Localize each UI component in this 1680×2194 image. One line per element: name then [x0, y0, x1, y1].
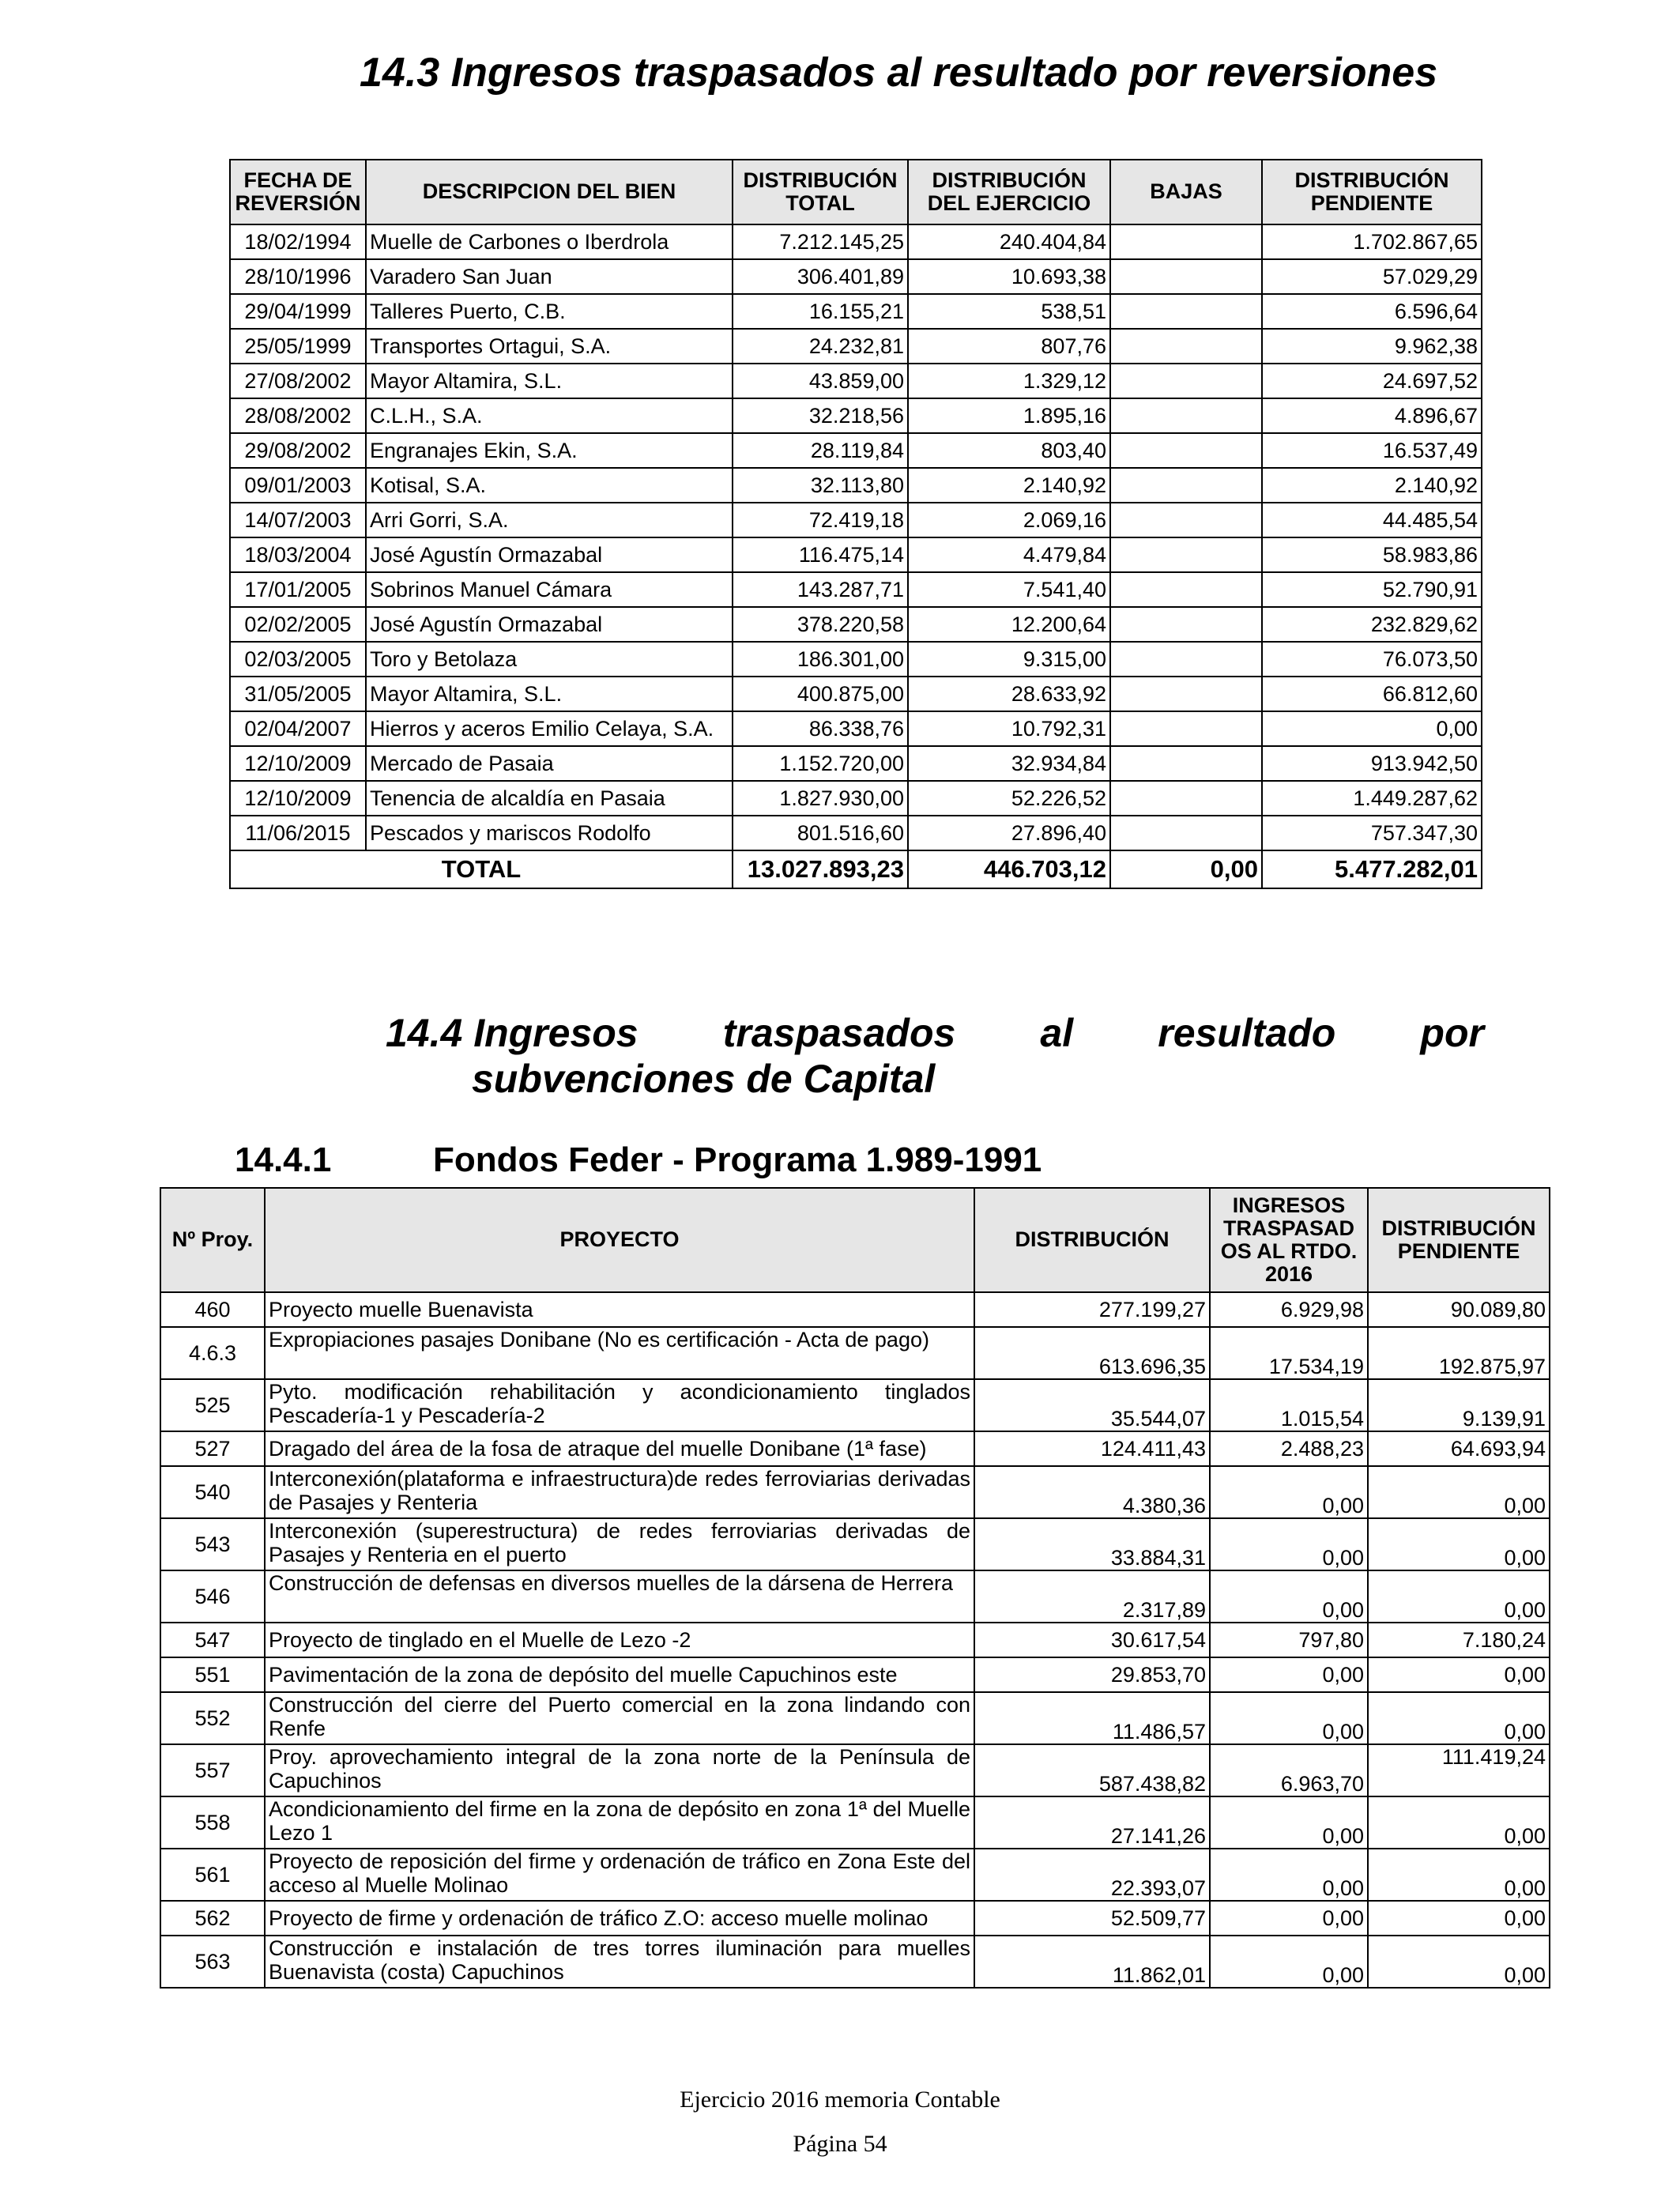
cell-distribucion: 613.696,35 — [974, 1327, 1210, 1379]
cell-ejercicio: 9.315,00 — [908, 642, 1110, 677]
cell-pendiente: 76.073,50 — [1262, 642, 1482, 677]
table-row — [160, 1936, 1550, 1988]
cell-total: 1.152.720,00 — [733, 746, 908, 781]
cell-descripcion: Talleres Puerto, C.B. — [366, 294, 733, 329]
table-row — [230, 642, 1482, 677]
cell-pendiente: 0,00 — [1368, 1466, 1550, 1518]
cell-distribucion: 124.411,43 — [974, 1431, 1210, 1466]
cell-fecha: 28/10/1996 — [230, 259, 366, 294]
cell-ingresos: 0,00 — [1210, 1901, 1368, 1936]
cell-descripcion: Mayor Altamira, S.L. — [366, 364, 733, 398]
cell-ingresos: 0,00 — [1210, 1849, 1368, 1901]
cell-descripcion: Transportes Ortagui, S.A. — [366, 329, 733, 364]
cell-num-proy: 4.6.3 — [160, 1327, 265, 1379]
feder-table — [160, 1187, 1550, 1989]
cell-ejercicio: 12.200,64 — [908, 607, 1110, 642]
total-pendiente: 5.477.282,01 — [1262, 850, 1482, 888]
cell-distribucion: 277.199,27 — [974, 1292, 1210, 1327]
cell-descripcion: José Agustín Ormazabal — [366, 537, 733, 572]
cell-bajas — [1110, 642, 1262, 677]
header-total: DISTRIBUCIÓN TOTAL — [733, 160, 908, 224]
cell-descripcion: Hierros y aceros Emilio Celaya, S.A. — [366, 711, 733, 746]
cell-bajas — [1110, 677, 1262, 711]
table-row — [230, 537, 1482, 572]
table-row — [230, 746, 1482, 781]
total-bajas: 0,00 — [1110, 850, 1262, 888]
cell-ingresos: 2.488,23 — [1210, 1431, 1368, 1466]
cell-total: 7.212.145,25 — [733, 224, 908, 259]
cell-total: 43.859,00 — [733, 364, 908, 398]
cell-ingresos: 0,00 — [1210, 1570, 1368, 1623]
cell-bajas — [1110, 433, 1262, 468]
cell-ejercicio: 807,76 — [908, 329, 1110, 364]
cell-bajas — [1110, 398, 1262, 433]
cell-pendiente: 111.419,24 — [1368, 1744, 1550, 1796]
cell-pendiente: 232.829,62 — [1262, 607, 1482, 642]
table-row — [230, 364, 1482, 398]
cell-fecha: 25/05/1999 — [230, 329, 366, 364]
cell-fecha: 11/06/2015 — [230, 816, 366, 850]
cell-descripcion: Toro y Betolaza — [366, 642, 733, 677]
cell-pendiente: 1.449.287,62 — [1262, 781, 1482, 816]
header-pendiente: DISTRIBUCIÓN PENDIENTE — [1262, 160, 1482, 224]
total-label: TOTAL — [230, 850, 733, 888]
cell-fecha: 28/08/2002 — [230, 398, 366, 433]
cell-fecha: 02/02/2005 — [230, 607, 366, 642]
cell-ingresos: 0,00 — [1210, 1518, 1368, 1570]
cell-num-proy: 543 — [160, 1518, 265, 1570]
cell-bajas — [1110, 572, 1262, 607]
title-word: resultado — [1158, 1011, 1336, 1055]
cell-pendiente: 0,00 — [1368, 1570, 1550, 1623]
table-row — [160, 1379, 1550, 1431]
table-row — [160, 1518, 1550, 1570]
cell-total: 32.113,80 — [733, 468, 908, 503]
cell-total: 116.475,14 — [733, 537, 908, 572]
cell-pendiente: 1.702.867,65 — [1262, 224, 1482, 259]
cell-total: 801.516,60 — [733, 816, 908, 850]
cell-distribucion: 4.380,36 — [974, 1466, 1210, 1518]
cell-bajas — [1110, 468, 1262, 503]
cell-total: 72.419,18 — [733, 503, 908, 537]
cell-num-proy: 558 — [160, 1796, 265, 1849]
cell-fecha: 02/03/2005 — [230, 642, 366, 677]
cell-total: 378.220,58 — [733, 607, 908, 642]
cell-pendiente: 44.485,54 — [1262, 503, 1482, 537]
cell-pendiente: 913.942,50 — [1262, 746, 1482, 781]
cell-pendiente: 0,00 — [1368, 1796, 1550, 1849]
cell-pendiente: 0,00 — [1368, 1518, 1550, 1570]
cell-num-proy: 527 — [160, 1431, 265, 1466]
cell-bajas — [1110, 224, 1262, 259]
header-ingresos: INGRESOS TRASPASAD OS AL RTDO. 2016 — [1210, 1188, 1368, 1292]
cell-ejercicio: 7.541,40 — [908, 572, 1110, 607]
cell-ingresos: 17.534,19 — [1210, 1327, 1368, 1379]
cell-pendiente: 0,00 — [1368, 1901, 1550, 1936]
cell-total: 24.232,81 — [733, 329, 908, 364]
table-row — [230, 224, 1482, 259]
reversiones-table — [229, 159, 1482, 889]
cell-num-proy: 563 — [160, 1936, 265, 1988]
cell-proyecto: Interconexión(plataforma e infraestructura)de redes ferroviarias derivadas de Pasajes y Renteria — [265, 1466, 974, 1518]
cell-total: 86.338,76 — [733, 711, 908, 746]
header-fecha: FECHA DE REVERSIÓN — [230, 160, 366, 224]
cell-ingresos: 0,00 — [1210, 1796, 1368, 1849]
cell-pendiente: 7.180,24 — [1368, 1623, 1550, 1657]
table-row — [160, 1849, 1550, 1901]
cell-bajas — [1110, 816, 1262, 850]
cell-ingresos: 1.015,54 — [1210, 1379, 1368, 1431]
cell-distribucion: 29.853,70 — [974, 1657, 1210, 1692]
cell-descripcion: Varadero San Juan — [366, 259, 733, 294]
cell-distribucion: 30.617,54 — [974, 1623, 1210, 1657]
cell-num-proy: 551 — [160, 1657, 265, 1692]
cell-num-proy: 552 — [160, 1692, 265, 1744]
cell-bajas — [1110, 329, 1262, 364]
cell-ingresos: 0,00 — [1210, 1466, 1368, 1518]
cell-pendiente: 4.896,67 — [1262, 398, 1482, 433]
cell-bajas — [1110, 259, 1262, 294]
table-row — [230, 433, 1482, 468]
cell-proyecto: Construcción e instalación de tres torres iluminación para muelles Buenavista (costa) Capuchinos — [265, 1936, 974, 1988]
cell-descripcion: C.L.H., S.A. — [366, 398, 733, 433]
cell-ingresos: 0,00 — [1210, 1657, 1368, 1692]
cell-proyecto: Expropiaciones pasajes Donibane (No es certificación - Acta de pago) — [265, 1327, 974, 1379]
cell-descripcion: Mercado de Pasaia — [366, 746, 733, 781]
cell-distribucion: 587.438,82 — [974, 1744, 1210, 1796]
title-word: traspasados — [722, 1011, 956, 1055]
section-14-4-1-number: 14.4.1 — [235, 1140, 332, 1179]
cell-pendiente: 0,00 — [1368, 1692, 1550, 1744]
cell-descripcion: Tenencia de alcaldía en Pasaia — [366, 781, 733, 816]
cell-descripcion: Muelle de Carbones o Iberdrola — [366, 224, 733, 259]
table-row — [160, 1744, 1550, 1796]
cell-ingresos: 6.929,98 — [1210, 1292, 1368, 1327]
cell-ejercicio: 10.792,31 — [908, 711, 1110, 746]
cell-descripcion: Pescados y mariscos Rodolfo — [366, 816, 733, 850]
cell-bajas — [1110, 537, 1262, 572]
cell-pendiente: 2.140,92 — [1262, 468, 1482, 503]
cell-ingresos: 6.963,70 — [1210, 1744, 1368, 1796]
cell-distribucion: 11.862,01 — [974, 1936, 1210, 1988]
cell-proyecto: Dragado del área de la fosa de atraque del muelle Donibane (1ª fase) — [265, 1431, 974, 1466]
cell-pendiente: 192.875,97 — [1368, 1327, 1550, 1379]
cell-fecha: 12/10/2009 — [230, 781, 366, 816]
cell-ejercicio: 240.404,84 — [908, 224, 1110, 259]
cell-pendiente: 0,00 — [1368, 1849, 1550, 1901]
header-ejercicio: DISTRIBUCIÓN DEL EJERCICIO — [908, 160, 1110, 224]
section-14-3-title: 14.3 Ingresos traspasados al resultado por reversiones — [360, 50, 1438, 96]
cell-fecha: 29/08/2002 — [230, 433, 366, 468]
table-row — [160, 1466, 1550, 1518]
cell-ingresos: 0,00 — [1210, 1936, 1368, 1988]
table-row — [230, 398, 1482, 433]
table-row — [160, 1692, 1550, 1744]
table-row — [230, 781, 1482, 816]
cell-num-proy: 525 — [160, 1379, 265, 1431]
cell-pendiente: 66.812,60 — [1262, 677, 1482, 711]
cell-distribucion: 35.544,07 — [974, 1379, 1210, 1431]
table-row — [160, 1327, 1550, 1379]
cell-pendiente: 757.347,30 — [1262, 816, 1482, 850]
cell-distribucion: 52.509,77 — [974, 1901, 1210, 1936]
table-row — [230, 294, 1482, 329]
cell-total: 1.827.930,00 — [733, 781, 908, 816]
cell-pendiente: 0,00 — [1368, 1657, 1550, 1692]
cell-bajas — [1110, 503, 1262, 537]
table-row — [230, 572, 1482, 607]
cell-bajas — [1110, 294, 1262, 329]
table-row — [230, 259, 1482, 294]
cell-total: 32.218,56 — [733, 398, 908, 433]
cell-proyecto: Construcción del cierre del Puerto comercial en la zona lindando con Renfe — [265, 1692, 974, 1744]
cell-proyecto: Proy. aprovechamiento integral de la zona norte de la Península de Capuchinos — [265, 1744, 974, 1796]
cell-proyecto: Proyecto de firme y ordenación de tráfico Z.O: acceso muelle molinao — [265, 1901, 974, 1936]
title-word: al — [1040, 1011, 1074, 1055]
cell-descripcion: Engranajes Ekin, S.A. — [366, 433, 733, 468]
cell-num-proy: 460 — [160, 1292, 265, 1327]
cell-num-proy: 562 — [160, 1901, 265, 1936]
header-num-proy: Nº Proy. — [160, 1188, 265, 1292]
table-row — [160, 1570, 1550, 1623]
cell-descripcion: Arri Gorri, S.A. — [366, 503, 733, 537]
cell-bajas — [1110, 711, 1262, 746]
cell-distribucion: 22.393,07 — [974, 1849, 1210, 1901]
cell-fecha: 17/01/2005 — [230, 572, 366, 607]
header-bajas: BAJAS — [1110, 160, 1262, 224]
cell-proyecto: Proyecto muelle Buenavista — [265, 1292, 974, 1327]
table-row — [160, 1292, 1550, 1327]
cell-bajas — [1110, 364, 1262, 398]
cell-pendiente: 58.983,86 — [1262, 537, 1482, 572]
cell-proyecto: Pavimentación de la zona de depósito del muelle Capuchinos este — [265, 1657, 974, 1692]
cell-pendiente: 0,00 — [1262, 711, 1482, 746]
cell-distribucion: 33.884,31 — [974, 1518, 1210, 1570]
title-word: por — [1420, 1011, 1484, 1055]
cell-fecha: 18/02/1994 — [230, 224, 366, 259]
cell-ejercicio: 52.226,52 — [908, 781, 1110, 816]
cell-ejercicio: 2.069,16 — [908, 503, 1110, 537]
cell-fecha: 09/01/2003 — [230, 468, 366, 503]
table-row — [160, 1901, 1550, 1936]
cell-fecha: 12/10/2009 — [230, 746, 366, 781]
cell-pendiente: 9.139,91 — [1368, 1379, 1550, 1431]
cell-fecha: 14/07/2003 — [230, 503, 366, 537]
cell-total: 143.287,71 — [733, 572, 908, 607]
total-total: 13.027.893,23 — [733, 850, 908, 888]
cell-fecha: 18/03/2004 — [230, 537, 366, 572]
cell-distribucion: 11.486,57 — [974, 1692, 1210, 1744]
cell-proyecto: Interconexión (superestructura) de redes ferroviarias derivadas de Pasajes y Renteria en el puerto — [265, 1518, 974, 1570]
cell-ejercicio: 32.934,84 — [908, 746, 1110, 781]
footer-line1: Ejercicio 2016 memoria Contable — [680, 2087, 1000, 2113]
cell-total: 400.875,00 — [733, 677, 908, 711]
table-row — [230, 607, 1482, 642]
cell-fecha: 02/04/2007 — [230, 711, 366, 746]
section-14-4-title — [386, 1010, 1484, 1056]
cell-ejercicio: 1.895,16 — [908, 398, 1110, 433]
cell-total: 186.301,00 — [733, 642, 908, 677]
cell-bajas — [1110, 781, 1262, 816]
cell-distribucion: 27.141,26 — [974, 1796, 1210, 1849]
cell-ejercicio: 803,40 — [908, 433, 1110, 468]
table-row — [230, 468, 1482, 503]
cell-pendiente: 90.089,80 — [1368, 1292, 1550, 1327]
table-row — [160, 1431, 1550, 1466]
cell-num-proy: 540 — [160, 1466, 265, 1518]
cell-ejercicio: 4.479,84 — [908, 537, 1110, 572]
table-row — [160, 1623, 1550, 1657]
cell-pendiente: 57.029,29 — [1262, 259, 1482, 294]
total-row — [230, 850, 1482, 888]
cell-bajas — [1110, 607, 1262, 642]
cell-proyecto: Construcción de defensas en diversos muelles de la dársena de Herrera — [265, 1570, 974, 1623]
table-row — [160, 1657, 1550, 1692]
header-descripcion: DESCRIPCION DEL BIEN — [366, 160, 733, 224]
cell-total: 16.155,21 — [733, 294, 908, 329]
header-pendiente: DISTRIBUCIÓN PENDIENTE — [1368, 1188, 1550, 1292]
total-ejercicio: 446.703,12 — [908, 850, 1110, 888]
cell-ejercicio: 538,51 — [908, 294, 1110, 329]
cell-pendiente: 52.790,91 — [1262, 572, 1482, 607]
table-row — [230, 503, 1482, 537]
header-distribucion: DISTRIBUCIÓN — [974, 1188, 1210, 1292]
section-14-4-1-title: Fondos Feder - Programa 1.989-1991 — [433, 1140, 1042, 1179]
cell-pendiente: 64.693,94 — [1368, 1431, 1550, 1466]
cell-descripcion: José Agustín Ormazabal — [366, 607, 733, 642]
cell-pendiente: 6.596,64 — [1262, 294, 1482, 329]
cell-ejercicio: 28.633,92 — [908, 677, 1110, 711]
table-row — [230, 816, 1482, 850]
cell-bajas — [1110, 746, 1262, 781]
cell-ejercicio: 10.693,38 — [908, 259, 1110, 294]
table-row — [230, 677, 1482, 711]
cell-proyecto: Acondicionamiento del firme en la zona de depósito en zona 1ª del Muelle Lezo 1 — [265, 1796, 974, 1849]
cell-proyecto: Pyto. modificación rehabilitación y acondicionamiento tinglados Pescadería-1 y Pescadería-2 — [265, 1379, 974, 1431]
cell-pendiente: 0,00 — [1368, 1936, 1550, 1988]
cell-fecha: 29/04/1999 — [230, 294, 366, 329]
cell-num-proy: 546 — [160, 1570, 265, 1623]
header-proyecto: PROYECTO — [265, 1188, 974, 1292]
cell-ingresos: 797,80 — [1210, 1623, 1368, 1657]
cell-pendiente: 9.962,38 — [1262, 329, 1482, 364]
cell-num-proy: 557 — [160, 1744, 265, 1796]
cell-proyecto: Proyecto de tinglado en el Muelle de Lezo -2 — [265, 1623, 974, 1657]
cell-fecha: 27/08/2002 — [230, 364, 366, 398]
table-row — [230, 329, 1482, 364]
title-word: 14.4 Ingresos — [386, 1011, 638, 1055]
cell-pendiente: 24.697,52 — [1262, 364, 1482, 398]
cell-ejercicio: 27.896,40 — [908, 816, 1110, 850]
cell-descripcion: Kotisal, S.A. — [366, 468, 733, 503]
table-row — [230, 711, 1482, 746]
cell-descripcion: Mayor Altamira, S.L. — [366, 677, 733, 711]
cell-ejercicio: 2.140,92 — [908, 468, 1110, 503]
cell-ingresos: 0,00 — [1210, 1692, 1368, 1744]
cell-pendiente: 16.537,49 — [1262, 433, 1482, 468]
cell-fecha: 31/05/2005 — [230, 677, 366, 711]
cell-proyecto: Proyecto de reposición del firme y ordenación de tráfico en Zona Este del acceso al Muelle Molinao — [265, 1849, 974, 1901]
table-row — [160, 1796, 1550, 1849]
cell-distribucion: 2.317,89 — [974, 1570, 1210, 1623]
cell-ejercicio: 1.329,12 — [908, 364, 1110, 398]
cell-num-proy: 547 — [160, 1623, 265, 1657]
cell-total: 306.401,89 — [733, 259, 908, 294]
section-14-4-title-line2: subvenciones de Capital — [472, 1057, 936, 1101]
cell-total: 28.119,84 — [733, 433, 908, 468]
cell-num-proy: 561 — [160, 1849, 265, 1901]
page-number: Página 54 — [793, 2131, 887, 2157]
cell-descripcion: Sobrinos Manuel Cámara — [366, 572, 733, 607]
